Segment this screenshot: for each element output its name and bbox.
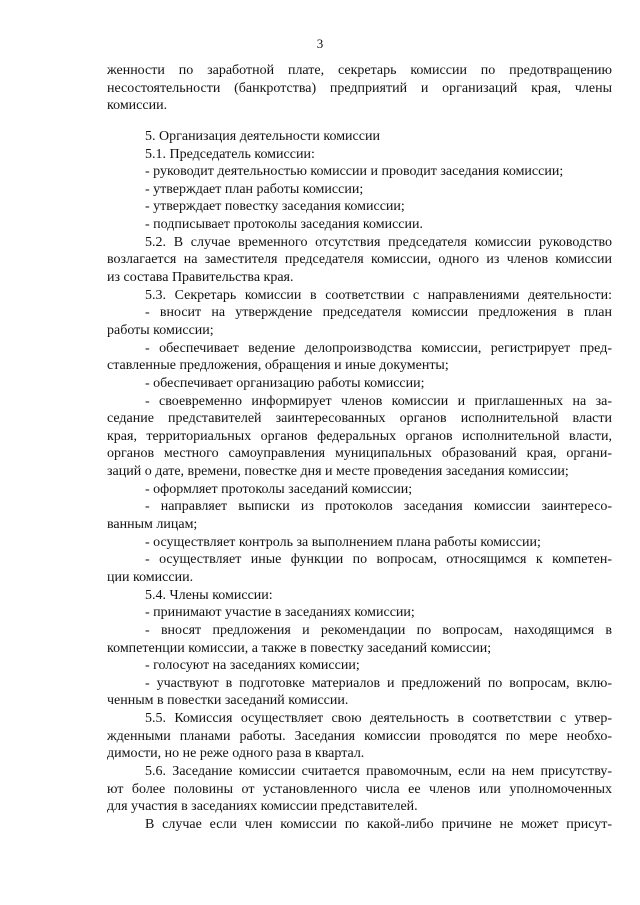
text-line: ют более половины от установленного числа ее членов или уполномоченных xyxy=(107,781,612,797)
text-line: края, территориальных органов федеральных органов исполнительной власти, xyxy=(107,428,612,444)
text-line: для участия в заседаниях комиссии представителей. xyxy=(107,799,418,815)
text-line: - обеспечивает организацию работы комиссии; xyxy=(145,375,425,391)
text-line: - обеспечивает ведение делопроизводства комиссии, регистрирует пред- xyxy=(145,340,612,356)
text-line: - вносит на утверждение председателя комиссии предложения в план xyxy=(145,305,612,321)
text-line: 5.1. Председатель комиссии: xyxy=(145,146,315,162)
text-line: - подписывает протоколы заседания комиссии. xyxy=(145,217,423,233)
text-line: - направляет выписки из протоколов заседания комиссии заинтересо- xyxy=(145,499,612,515)
page-number: 3 xyxy=(316,36,324,51)
text-line: 5.2. В случае временного отсутствия председателя комиссии руководство xyxy=(145,234,612,250)
text-line: 5.6. Заседание комиссии считается правомочным, если на нем присутству- xyxy=(145,763,612,779)
text-line: - участвуют в подготовке материалов и предложений по вопросам, вклю- xyxy=(145,675,612,691)
text-line: из состава Правительства края. xyxy=(107,270,294,286)
text-line: органов местного самоуправления муниципальных образований края, органи- xyxy=(107,446,612,462)
text-line: - утверждает повестку заседания комиссии; xyxy=(145,199,405,215)
text-line: - своевременно информирует членов комиссии и приглашенных на за- xyxy=(145,393,612,409)
text-line: - утверждает план работы комиссии; xyxy=(145,181,364,197)
text-line: - голосуют на заседаниях комиссии; xyxy=(145,658,360,674)
text-line: 5.4. Члены комиссии: xyxy=(145,587,273,603)
section-heading: 5. Организация деятельности комиссии xyxy=(145,128,380,144)
text-line: работы комиссии; xyxy=(107,322,214,338)
text-line: - руководит деятельностью комиссии и проводит заседания комиссии; xyxy=(145,164,564,180)
text-line: компетенции комиссии, а также в повестку заседаний комиссии; xyxy=(107,640,492,656)
text-line: В случае если член комиссии по какой-либо причине не может присут- xyxy=(145,816,612,832)
text-line: женности по заработной плате, секретарь комиссии по предотвращению xyxy=(107,63,612,78)
text-line: 5.5. Комиссия осуществляет свою деятельность в соответствии с утвер- xyxy=(145,711,612,727)
text-line: - принимают участие в заседаниях комиссии; xyxy=(145,605,415,621)
text-line: - осуществляет иные функции по вопросам, относящимся к компетен- xyxy=(145,552,612,568)
text-line: - осуществляет контроль за выполнением плана работы комиссии; xyxy=(145,534,541,550)
text-line: - оформляет протоколы заседаний комиссии; xyxy=(145,481,413,497)
text-line: заций о дате, времени, повестке дня и месте проведения заседания комиссии; xyxy=(107,464,569,480)
text-line: 5.3. Секретарь комиссии в соответствии с направлениями деятельности: xyxy=(145,287,612,303)
text-line: жденными планами работы. Заседания комиссии проводятся по мере необхо- xyxy=(107,728,612,744)
text-line: ванным лицам; xyxy=(107,517,198,533)
document-body xyxy=(107,62,612,834)
text-line: ченным в повестки заседаний комиссии. xyxy=(107,693,349,709)
text-line: димости, но не реже одного раза в квартал. xyxy=(107,746,365,762)
text-line: несостоятельности (банкротства) предприятий и организаций края, члены xyxy=(107,80,612,96)
text-line: ставленные предложения, обращения и иные документы; xyxy=(107,358,449,374)
text-line: комиссии. xyxy=(107,98,168,114)
text-line: - вносят предложения и рекомендации по вопросам, находящимся в xyxy=(145,622,612,638)
text-line: возлагается на заместителя председателя комиссии, одного из членов комиссии xyxy=(107,252,612,268)
text-line: седание представителей заинтересованных органов исполнительной власти xyxy=(107,411,612,427)
text-line: ции комиссии. xyxy=(107,569,194,585)
